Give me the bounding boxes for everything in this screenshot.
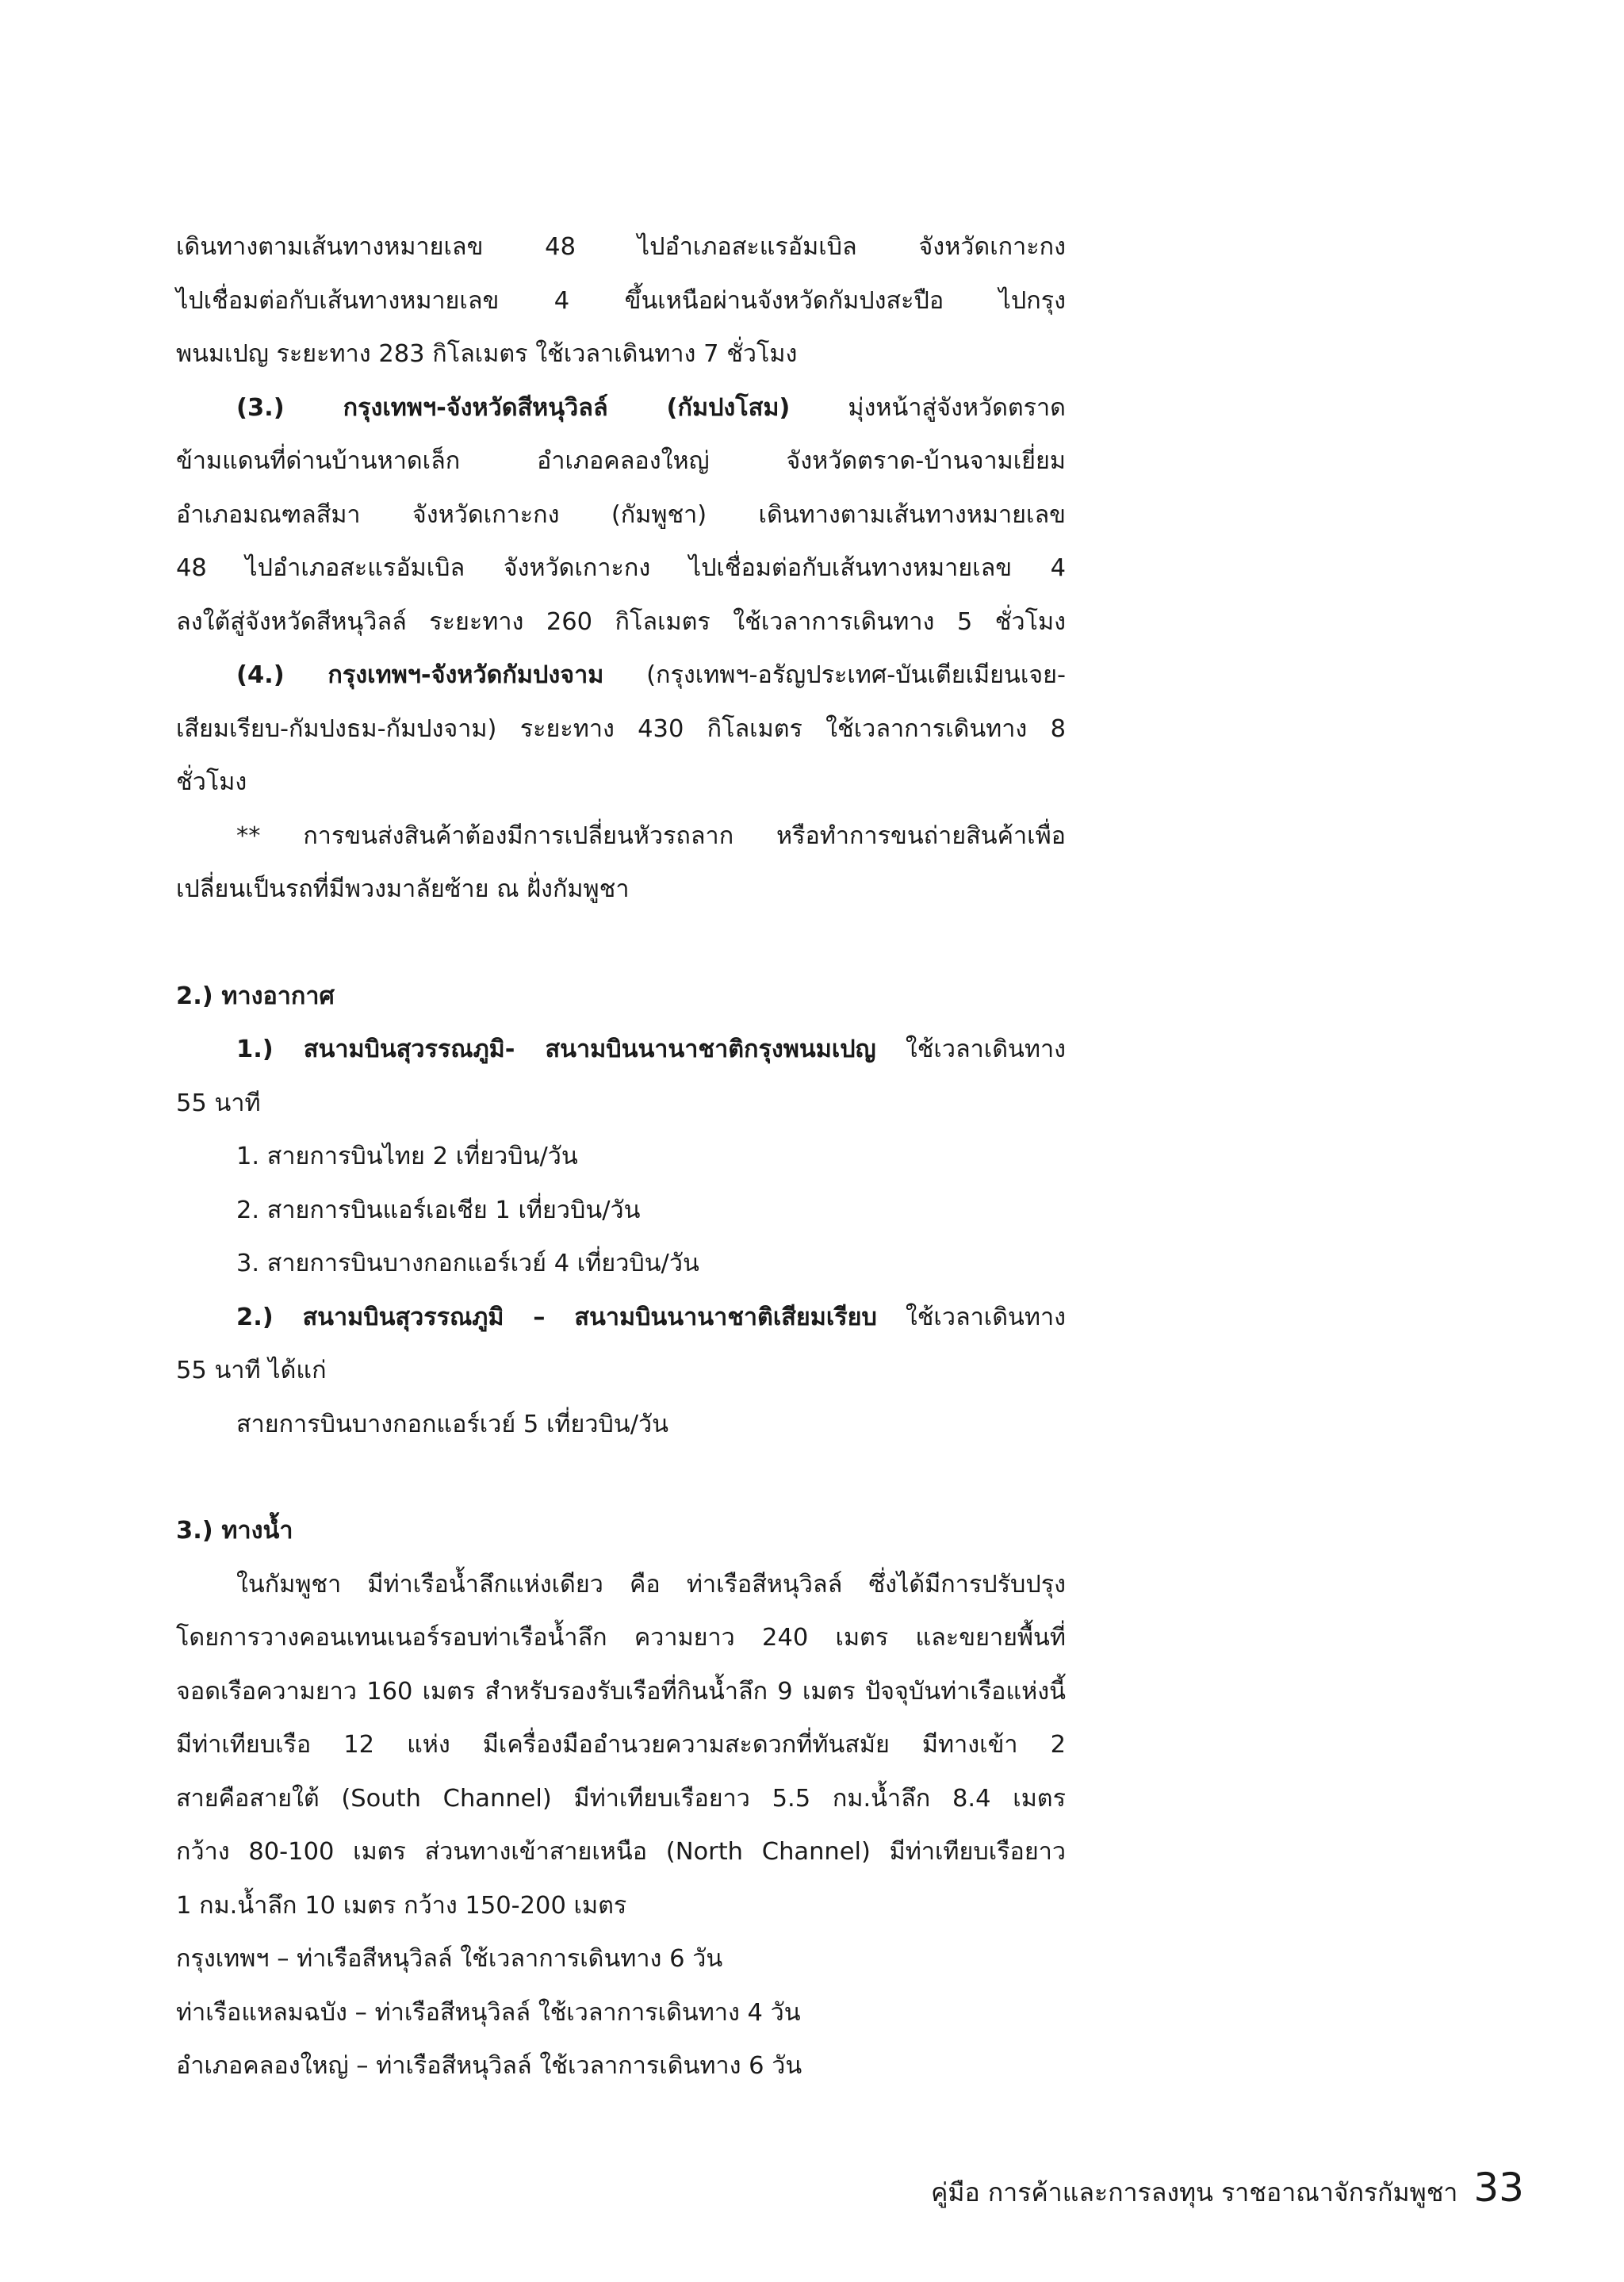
text-line: เดินทางตามเส้นทางหมายเลข 48 ไปอำเภอสะแรอัมเบิล จังหวัดเกาะกง (176, 233, 1066, 261)
text-line: มีท่าเทียบเรือ 12 แห่ง มีเครื่องมืออำนวยความสะดวกที่ทันสมัย มีทางเข้า 2 (176, 1731, 1066, 1759)
section-heading-air: 2.) ทางอากาศ (176, 982, 335, 1010)
text-span: ใช้เวลาเดินทาง (905, 1036, 1066, 1063)
text-line: ข้ามแดนที่ด่านบ้านหาดเล็ก อำเภอคลองใหญ่ จังหวัดตราด-บ้านจามเยี่ยม (176, 447, 1066, 475)
text-line: ในกัมพูชา มีท่าเรือน้ำลึกแห่งเดียว คือ ท่าเรือสีหนุวิลล์ ซึ่งได้มีการปรับปรุง (236, 1570, 1066, 1599)
text-span: ใช้เวลาเดินทาง (905, 1303, 1066, 1331)
text-line: อำเภอคลองใหญ่ – ท่าเรือสีหนุวิลล์ ใช้เวลาการเดินทาง 6 วัน (176, 2052, 802, 2080)
air-route-2 (176, 1291, 1066, 1345)
text-line: โดยการวางคอนเทนเนอร์รอบท่าเรือน้ำลึก ความยาว 240 เมตร และขยายพื้นที่ (176, 1624, 1066, 1652)
text-line: จอดเรือความยาว 160 เมตร สำหรับรองรับเรือที่กินน้ำลึก 9 เมตร ปัจจุบันท่าเรือแห่งนี้ (176, 1677, 1066, 1706)
paragraph-first-line (176, 381, 1066, 435)
text-line: 1 กม.น้ำลึก 10 เมตร กว้าง 150-200 เมตร (176, 1891, 627, 1920)
text-line: ท่าเรือแหลมฉบัง – ท่าเรือสีหนุวิลล์ ใช้เวลาการเดินทาง 4 วัน (176, 1998, 801, 2027)
text-line: ชั่วโมง (176, 768, 247, 796)
list-item: 1. สายการบินไทย 2 เที่ยวบิน/วัน (236, 1143, 578, 1170)
list-item: สายการบินบางกอกแอร์เวย์ 5 เที่ยวบิน/วัน (236, 1410, 668, 1438)
text-line: เสียมเรียบ-กัมปงธม-กัมปงจาม) ระยะทาง 430 กิโลเมตร ใช้เวลาการเดินทาง 8 (176, 714, 1066, 743)
text-line: พนมเปญ ระยะทาง 283 กิโลเมตร ใช้เวลาเดินทาง 7 ชั่วโมง (176, 340, 798, 368)
text-line: สายคือสายใต้ (South Channel) มีท่าเทียบเรือยาว 5.5 กม.น้ำลึก 8.4 เมตร (176, 1784, 1066, 1813)
text-line: กรุงเทพฯ – ท่าเรือสีหนุวิลล์ ใช้เวลาการเดินทาง 6 วัน (176, 1945, 723, 1973)
paragraph-first-line (176, 649, 1066, 703)
air-route-1 (176, 1023, 1066, 1077)
text-line: ไปเชื่อมต่อกับเส้นทางหมายเลข 4 ขึ้นเหนือผ่านจังหวัดกัมปงสะปือ ไปกรุง (176, 286, 1066, 315)
page-footer (931, 2165, 1524, 2213)
text-line: เปลี่ยนเป็นรถที่มีพวงมาลัยซ้าย ณ ฝั่งกัมพูชา (176, 875, 630, 903)
page-number: 33 (1473, 2165, 1524, 2211)
text-span: (กรุงเทพฯ-อรัญประเทศ-บันเตียเมียนเจย- (646, 661, 1066, 689)
text-span: มุ่งหน้าสู่จังหวัดตราด (848, 393, 1066, 422)
document-body (176, 220, 1066, 2093)
text-line: 55 นาที (176, 1089, 261, 1117)
route-heading: (3.) กรุงเทพฯ-จังหวัดสีหนุวิลล์ (กัมปงโสม) (236, 393, 791, 422)
text-line: 48 ไปอำเภอสะแรอัมเบิล จังหวัดเกาะกง ไปเชื่อมต่อกับเส้นทางหมายเลข 4 (176, 554, 1066, 582)
text-line: ** การขนส่งสินค้าต้องมีการเปลี่ยนหัวรถลาก หรือทำการขนถ่ายสินค้าเพื่อ (236, 821, 1066, 850)
text-line: ลงใต้สู่จังหวัดสีหนุวิลล์ ระยะทาง 260 กิโลเมตร ใช้เวลาการเดินทาง 5 ชั่วโมง (176, 607, 1066, 636)
text-line: กว้าง 80-100 เมตร ส่วนทางเข้าสายเหนือ (North Channel) มีท่าเทียบเรือยาว (176, 1838, 1066, 1866)
list-item: 3. สายการบินบางกอกแอร์เวย์ 4 เที่ยวบิน/วัน (236, 1250, 699, 1277)
footer-title: คู่มือ การค้าและการลงทุน ราชอาณาจักรกัมพูชา (930, 2177, 1458, 2207)
list-item: 2. สายการบินแอร์เอเชีย 1 เที่ยวบิน/วัน (236, 1196, 641, 1224)
route-heading: (4.) กรุงเทพฯ-จังหวัดกัมปงจาม (236, 661, 604, 689)
route-heading: 2.) สนามบินสุวรรณภูมิ – สนามบินนานาชาติเสียมเรียบ (236, 1303, 877, 1331)
section-heading-water: 3.) ทางน้ำ (176, 1517, 293, 1545)
route-heading: 1.) สนามบินสุวรรณภูมิ- สนามบินนานาชาติกรุงพนมเปญ (236, 1036, 876, 1063)
text-line: อำเภอมณฑลสีมา จังหวัดเกาะกง (กัมพูชา) เดินทางตามเส้นทางหมายเลข (176, 500, 1066, 529)
text-line: 55 นาที ได้แก่ (176, 1357, 327, 1384)
